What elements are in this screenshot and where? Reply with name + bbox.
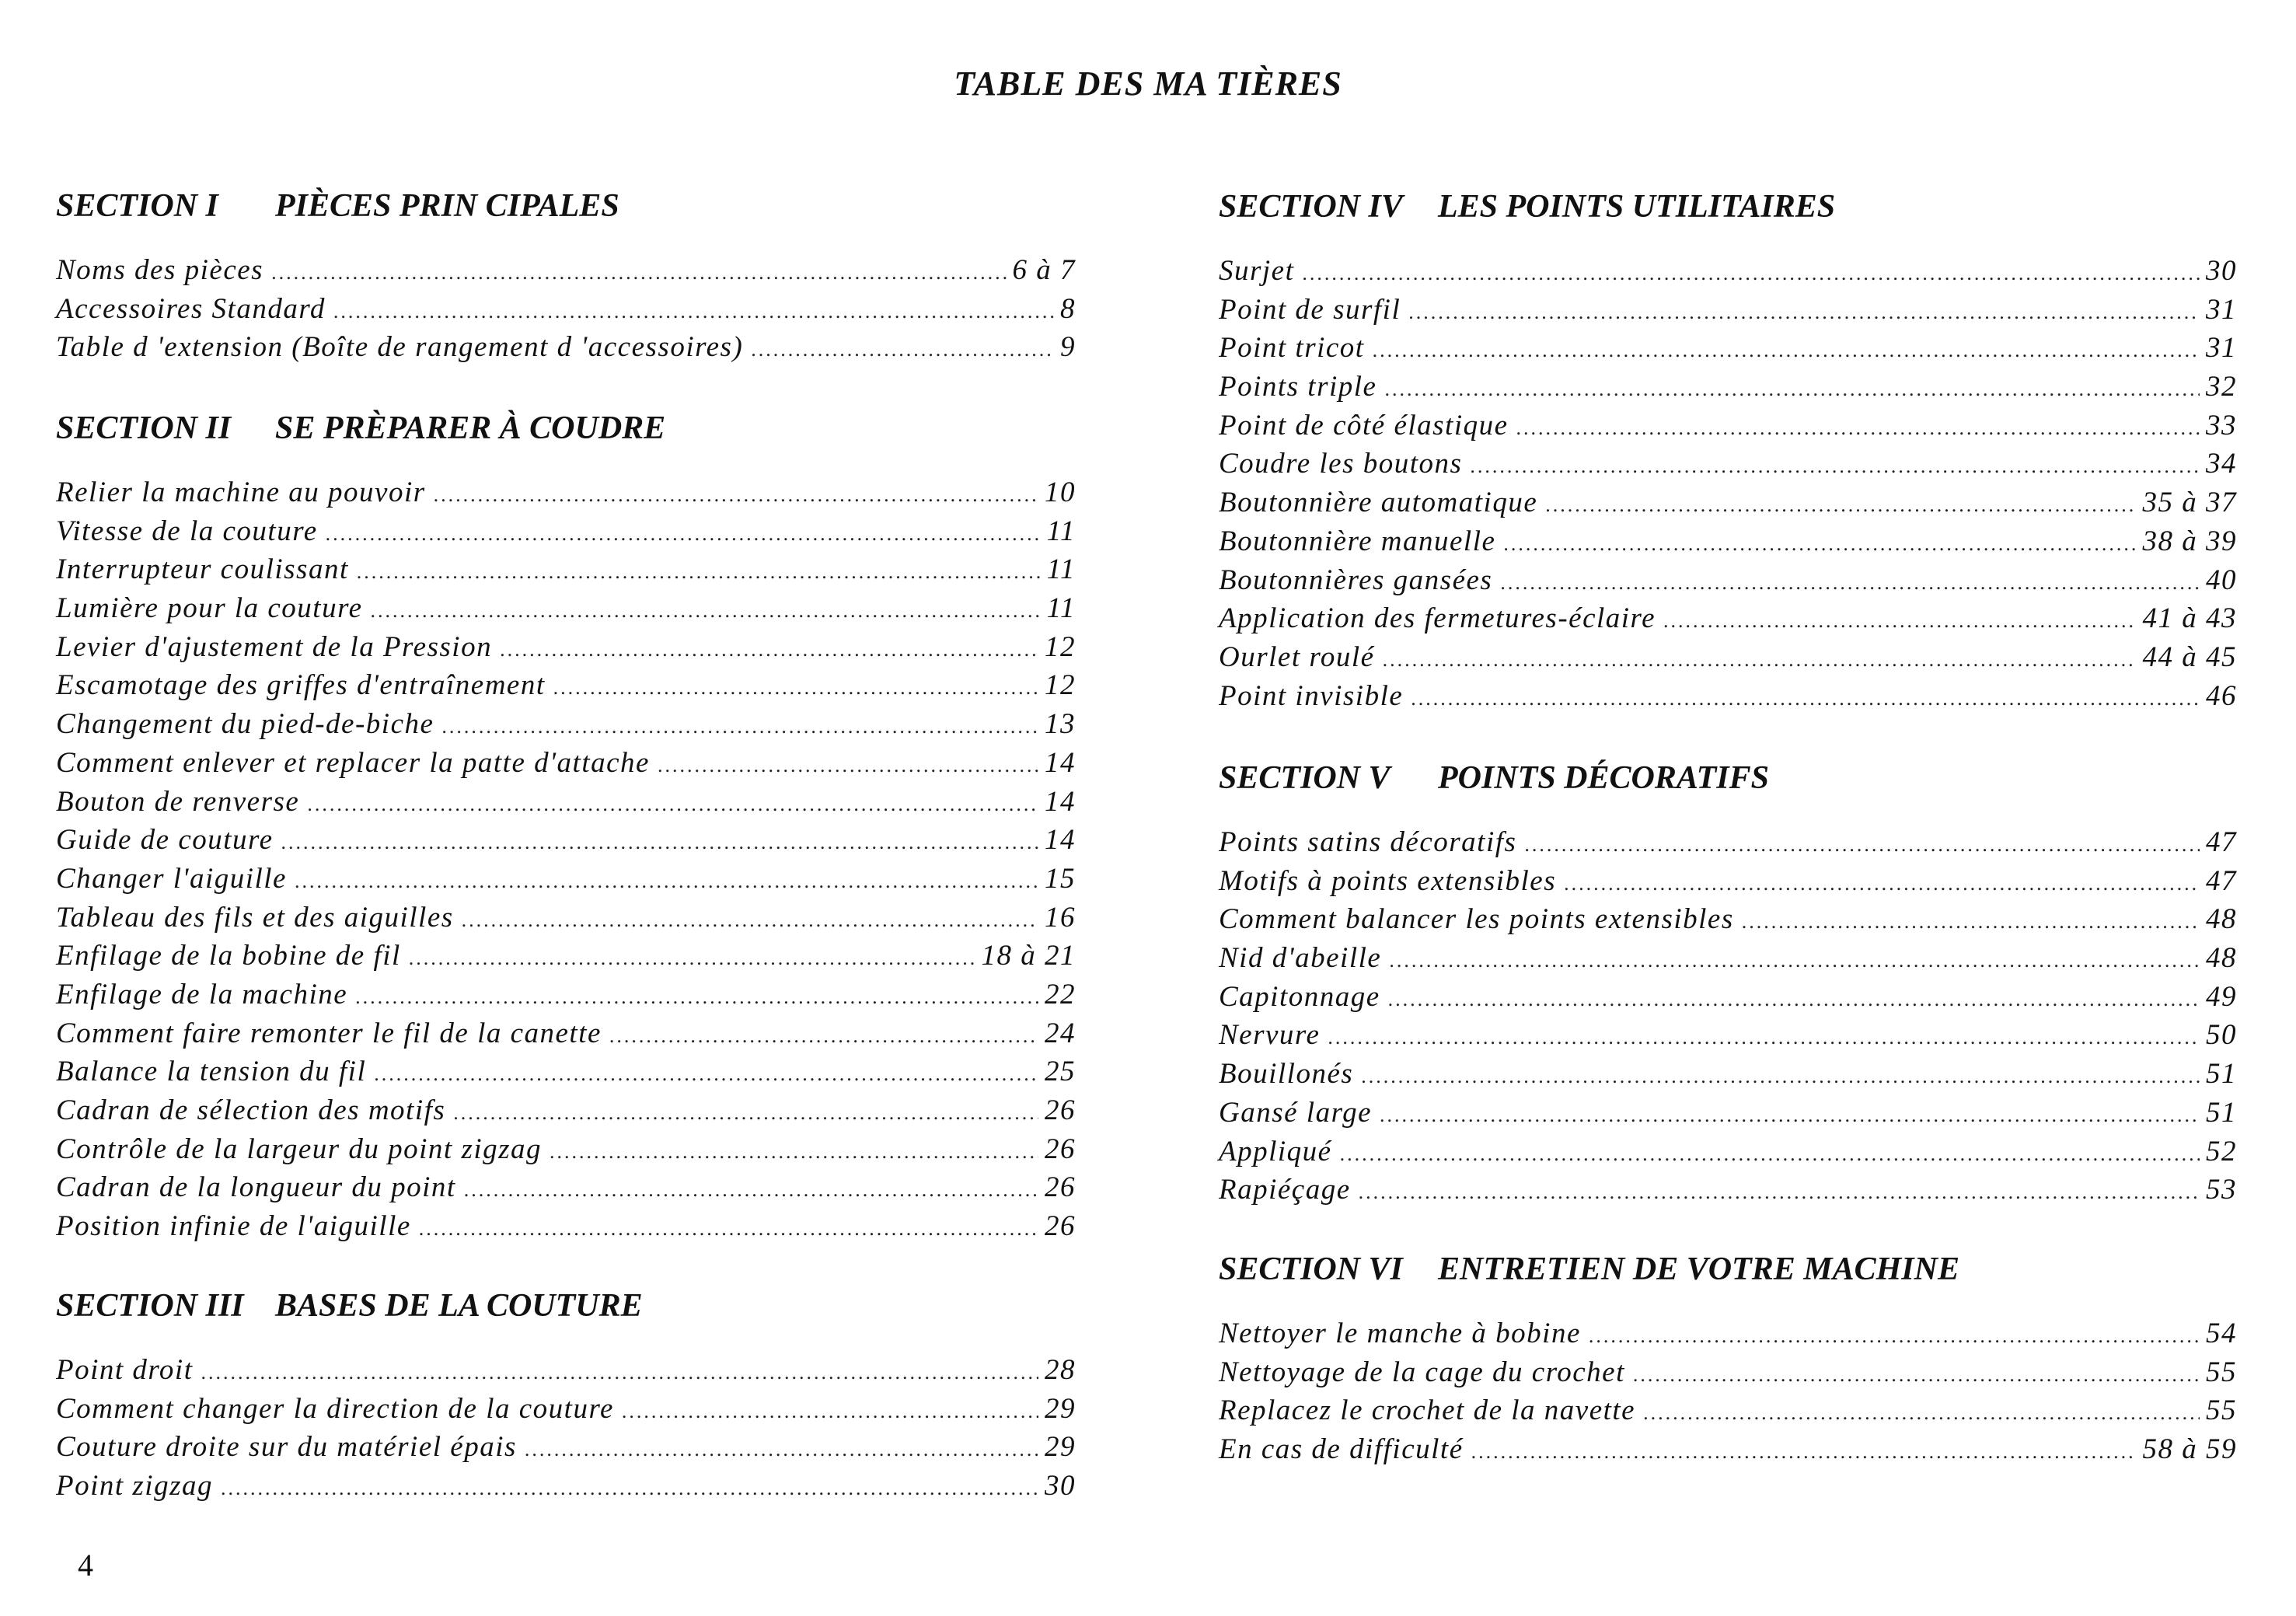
toc-entry-label: Contrôle de la largeur du point zigzag (56, 1133, 543, 1165)
toc-entry (1219, 561, 2237, 600)
dot-leader (1470, 447, 2200, 486)
dot-leader (462, 901, 1038, 940)
toc-entry (1219, 522, 2237, 561)
dot-leader (371, 592, 1041, 630)
toc-entry (56, 290, 1076, 329)
section-heading (1219, 1246, 2237, 1293)
toc-entry-page: 47 (2206, 826, 2237, 858)
page-number: 4 (78, 1548, 93, 1583)
dot-leader (1340, 1135, 2200, 1174)
dot-leader (1471, 1433, 2137, 1471)
toc-entry-page: 6 à 7 (1012, 254, 1076, 286)
toc-entry-label: Nettoyer le manche à bobine (1219, 1318, 1581, 1349)
dot-leader (1500, 564, 2200, 602)
toc-entry-label: Points triple (1219, 371, 1377, 403)
toc-entry-label: Replacez le crochet de la navette (1219, 1394, 1636, 1427)
dot-leader (1545, 486, 2136, 525)
toc-entry-page: 14 (1045, 746, 1076, 779)
toc-entry-label: Application des fermetures-éclaire (1219, 602, 1656, 635)
toc-entry (1219, 1133, 2237, 1171)
toc-entry-label: Levier d'ajustement de la Pression (56, 630, 493, 663)
dot-leader (1524, 825, 2200, 864)
toc-entry-label: Relier la machine au pouvoir (56, 476, 426, 508)
dot-leader (550, 1133, 1038, 1171)
toc-entry-page: 50 (2206, 1019, 2237, 1052)
dot-leader (434, 476, 1038, 515)
toc-entry-page: 34 (2206, 448, 2237, 480)
section-heading (1219, 183, 2237, 230)
toc-entry (1219, 1391, 2237, 1430)
toc-entry-page: 55 (2206, 1356, 2237, 1388)
toc-entry (56, 1091, 1076, 1130)
toc-entry-page: 11 (1046, 592, 1076, 625)
section-heading (1219, 755, 2237, 801)
toc-entry (1219, 445, 2237, 483)
dot-leader (326, 515, 1041, 553)
dot-leader (1328, 1018, 2200, 1057)
toc-entry-label: Accessoires Standard (56, 292, 326, 325)
toc-entry-page: 24 (1045, 1017, 1076, 1049)
section-number: SECTION I (56, 188, 218, 224)
dot-leader (441, 707, 1038, 746)
dot-leader (1643, 1394, 2200, 1433)
toc-entry (56, 937, 1076, 976)
toc-entry-page: 35 à 37 (2142, 487, 2237, 519)
toc-entry (1219, 823, 2237, 862)
section-1 (56, 183, 1076, 367)
toc-entry-label: Points satins décoratifs (1219, 826, 1517, 858)
toc-entry-label: Comment faire remonter le fil de la canette (56, 1017, 602, 1049)
dot-leader (1633, 1356, 2200, 1394)
toc-entry-page: 14 (1045, 824, 1076, 857)
section-heading (56, 1283, 1076, 1329)
section-name: POINTS DÉCORATIFS (1438, 760, 1769, 796)
toc-entry-page: 30 (2206, 255, 2237, 287)
toc-entry (56, 705, 1076, 744)
dot-leader (307, 785, 1038, 824)
dot-leader (1663, 602, 2136, 640)
section-number: SECTION IV (1219, 189, 1403, 225)
toc-entry-label: Enfilage de la bobine de fil (56, 940, 401, 972)
toc-entry-label: Gansé large (1219, 1096, 1373, 1129)
section-4 (1219, 183, 2237, 715)
toc-entry-page: 31 (2206, 293, 2237, 326)
section-heading (56, 405, 1076, 452)
toc-entry-label: Comment enlever et replacer la patte d'attache (56, 746, 650, 779)
dot-leader (1411, 679, 2200, 718)
section-number: SECTION II (56, 410, 232, 446)
dot-leader (453, 1094, 1038, 1133)
dot-leader (1302, 254, 2200, 293)
toc-entry (1219, 368, 2237, 407)
toc-entry (56, 589, 1076, 628)
toc-entry (56, 666, 1076, 705)
dot-leader (1516, 409, 2200, 448)
toc-entry-label: Position infinie de l'aiguille (56, 1210, 411, 1243)
toc-entry-page: 30 (1045, 1470, 1076, 1503)
toc-entry (1219, 939, 2237, 978)
dot-leader (355, 978, 1038, 1017)
toc-entry (1219, 252, 2237, 291)
toc-entry (1219, 329, 2237, 368)
toc-entry-page: 48 (2206, 942, 2237, 975)
toc-entry-label: Bouillonés (1219, 1058, 1354, 1091)
toc-entry-label: Nettoyage de la cage du crochet (1219, 1356, 1625, 1388)
toc-entry-label: Coudre les boutons (1219, 448, 1463, 480)
toc-entry (56, 550, 1076, 589)
toc-entry (1219, 483, 2237, 522)
toc-entry-label: Enfilage de la machine (56, 978, 348, 1010)
toc-entry-page: 28 (1045, 1354, 1076, 1386)
toc-entry-label: Boutonnières gansées (1219, 564, 1493, 596)
toc-entry-list (1219, 1314, 2237, 1469)
toc-entry-label: Ourlet roulé (1219, 640, 1375, 673)
toc-entry (56, 1207, 1076, 1246)
dot-leader (1589, 1317, 2200, 1356)
dot-leader (281, 823, 1039, 862)
toc-entry (1219, 1016, 2237, 1055)
section-5 (1219, 755, 2237, 1209)
toc-entry-label: Changement du pied-de-biche (56, 708, 434, 741)
dot-leader (1564, 864, 2200, 903)
section-2 (56, 405, 1076, 1246)
toc-entry-page: 38 à 39 (2142, 525, 2237, 557)
section-name: PIÈCES PRIN CIPALES (275, 188, 619, 224)
dot-leader (374, 1055, 1038, 1094)
toc-entry (56, 1467, 1076, 1506)
toc-entry-label: Point tricot (1219, 332, 1365, 365)
toc-entry (56, 1390, 1076, 1429)
toc-entry-label: Vitesse de la couture (56, 515, 318, 547)
toc-entry-page: 51 (2206, 1096, 2237, 1129)
toc-entry (56, 473, 1076, 512)
toc-entry-page: 32 (2206, 371, 2237, 403)
toc-entry-page: 18 à 21 (981, 940, 1076, 972)
section-heading (56, 183, 1076, 229)
section-6 (1219, 1246, 2237, 1469)
toc-entry-page: 14 (1045, 785, 1076, 818)
toc-entry (56, 1351, 1076, 1390)
toc-entry-label: Point de côté élastique (1219, 409, 1509, 442)
toc-entry-page: 12 (1045, 669, 1076, 702)
toc-entry (1219, 1314, 2237, 1353)
dot-leader (419, 1209, 1038, 1248)
toc-entry (56, 821, 1076, 860)
toc-entry (1219, 677, 2237, 716)
toc-entry-label: Boutonnière automatique (1219, 487, 1538, 519)
toc-entry (1219, 638, 2237, 677)
toc-entry-label: Couture droite sur du matériel épais (56, 1431, 517, 1464)
dot-leader (271, 253, 1006, 292)
toc-entry-page: 58 à 59 (2142, 1433, 2237, 1466)
toc-entry-page: 16 (1045, 901, 1076, 934)
toc-entry-label: En cas de difficulté (1219, 1433, 1464, 1466)
section-name: BASES DE LA COUTURE (275, 1288, 643, 1324)
toc-entry (56, 744, 1076, 783)
toc-entry-page: 11 (1046, 515, 1076, 547)
toc-entry-page: 26 (1045, 1210, 1076, 1243)
toc-entry (1219, 978, 2237, 1017)
section-name: SE PRÈPARER À COUDRE (275, 410, 666, 446)
toc-entry-page: 26 (1045, 1133, 1076, 1165)
toc-entry-page: 52 (2206, 1135, 2237, 1167)
dot-leader (1388, 980, 2200, 1019)
toc-entry-page: 49 (2206, 980, 2237, 1013)
toc-entry-page: 13 (1045, 708, 1076, 741)
section-name: LES POINTS UTILITAIRES (1438, 189, 1836, 225)
dot-leader (1359, 1173, 2200, 1212)
toc-entry-page: 44 à 45 (2142, 640, 2237, 673)
section-3 (56, 1283, 1076, 1506)
toc-entry-page: 41 à 43 (2142, 602, 2237, 635)
toc-entry-list (1219, 252, 2237, 715)
toc-entry (56, 783, 1076, 822)
dot-leader (658, 746, 1038, 785)
toc-entry (1219, 599, 2237, 638)
toc-entry (1219, 291, 2237, 330)
dot-leader (751, 330, 1054, 369)
dot-leader (1503, 525, 2136, 564)
toc-entry-page: 40 (2206, 564, 2237, 596)
toc-entry (1219, 1171, 2237, 1209)
toc-entry-page: 12 (1045, 630, 1076, 663)
toc-entry-page: 29 (1045, 1431, 1076, 1464)
toc-entry-list (56, 473, 1076, 1246)
toc-entry-label: Capitonnage (1219, 980, 1380, 1013)
dot-leader (1361, 1057, 2200, 1096)
toc-entry (56, 1052, 1076, 1091)
toc-entry-label: Cadran de la longueur du point (56, 1171, 456, 1204)
toc-entry-label: Balance la tension du fil (56, 1056, 367, 1088)
toc-entry-page: 33 (2206, 409, 2237, 442)
dot-leader (295, 862, 1038, 901)
toc-entry-label: Interrupteur coulissant (56, 553, 349, 586)
toc-entry-page: 53 (2206, 1174, 2237, 1206)
toc-entry-label: Escamotage des griffes d'entraînement (56, 669, 546, 702)
toc-entry (56, 251, 1076, 290)
section-name: ENTRETIEN DE VOTRE MACHINE (1438, 1251, 1959, 1287)
toc-entry-page: 46 (2206, 679, 2237, 712)
toc-entry-label: Point zigzag (56, 1470, 213, 1503)
toc-entry-label: Bouton de renverse (56, 785, 300, 818)
toc-entry (56, 860, 1076, 899)
dot-leader (553, 668, 1038, 707)
dot-leader (1373, 331, 2200, 370)
dot-leader (357, 553, 1041, 592)
toc-entry-label: Tableau des fils et des aiguilles (56, 901, 454, 934)
toc-entry (1219, 900, 2237, 939)
toc-entry-page: 55 (2206, 1394, 2237, 1427)
toc-entry-label: Nid d'abeille (1219, 942, 1382, 975)
toc-entry-label: Point invisible (1219, 679, 1404, 712)
dot-leader (1389, 941, 2200, 980)
toc-entry-label: Table d 'extension (Boîte de rangement d 'accessoires) (56, 331, 744, 364)
toc-entry (56, 1428, 1076, 1467)
toc-entry-label: Noms des pièces (56, 254, 264, 286)
toc-entry-page: 48 (2206, 903, 2237, 936)
toc-entry-label: Nervure (1219, 1019, 1321, 1052)
toc-entry-label: Motifs à points extensibles (1219, 864, 1557, 897)
toc-entry (56, 899, 1076, 937)
toc-entry-page: 11 (1046, 553, 1076, 586)
toc-entry-page: 54 (2206, 1318, 2237, 1349)
dot-leader (525, 1430, 1038, 1469)
page-title: TABLE DES MA TIÈRES (954, 65, 1342, 103)
section-number: SECTION VI (1219, 1251, 1403, 1287)
toc-entry-label: Changer l'aiguille (56, 862, 287, 895)
toc-entry (56, 1168, 1076, 1207)
toc-entry-page: 47 (2206, 864, 2237, 897)
dot-leader (464, 1171, 1038, 1209)
section-number: SECTION III (56, 1288, 244, 1324)
dot-leader (1380, 1096, 2200, 1135)
toc-entry-label: Comment balancer les points extensibles (1219, 903, 1734, 936)
toc-entry-label: Comment changer la direction de la couture (56, 1392, 614, 1425)
dot-leader (1384, 370, 2200, 409)
toc-entry-label: Guide de couture (56, 824, 274, 857)
dot-leader (333, 292, 1054, 331)
toc-entry-page: 15 (1045, 862, 1076, 895)
toc-entry (56, 1014, 1076, 1053)
dot-leader (409, 939, 975, 978)
toc-entry (1219, 1430, 2237, 1469)
toc-entry (56, 512, 1076, 551)
dot-leader (1408, 293, 2200, 332)
toc-entry-label: Boutonnière manuelle (1219, 525, 1496, 557)
toc-entry-page: 25 (1045, 1056, 1076, 1088)
toc-entry-page: 29 (1045, 1392, 1076, 1425)
toc-entry-page: 31 (2206, 332, 2237, 365)
dot-leader (622, 1392, 1038, 1431)
toc-entry (1219, 1094, 2237, 1133)
toc-entry (1219, 1055, 2237, 1094)
section-number: SECTION V (1219, 760, 1391, 796)
toc-entry-label: Lumière pour la couture (56, 592, 363, 625)
toc-entry (1219, 407, 2237, 445)
toc-entry (56, 976, 1076, 1014)
toc-entry (56, 628, 1076, 667)
toc-entry (56, 328, 1076, 367)
toc-entry-label: Rapiéçage (1219, 1174, 1351, 1206)
toc-entry-list (56, 251, 1076, 367)
dot-leader (609, 1017, 1038, 1056)
toc-entry-page: 8 (1060, 292, 1076, 325)
dot-leader (1383, 640, 2137, 679)
dot-leader (1742, 902, 2200, 941)
toc-entry-page: 51 (2206, 1058, 2237, 1091)
toc-entry-label: Cadran de sélection des motifs (56, 1094, 446, 1126)
toc-entry (1219, 862, 2237, 901)
dot-leader (201, 1353, 1039, 1392)
toc-entry-label: Surjet (1219, 255, 1295, 287)
dot-leader (500, 630, 1038, 669)
toc-entry-page: 9 (1060, 331, 1076, 364)
toc-entry-list (56, 1351, 1076, 1506)
toc-entry-label: Appliqué (1219, 1135, 1332, 1167)
toc-entry-page: 26 (1045, 1094, 1076, 1126)
toc-entry (56, 1130, 1076, 1169)
toc-entry (1219, 1353, 2237, 1392)
toc-entry-label: Point droit (56, 1354, 194, 1386)
toc-entry-page: 10 (1045, 476, 1076, 508)
toc-entry-label: Point de surfil (1219, 293, 1401, 326)
toc-entry-page: 22 (1045, 978, 1076, 1010)
toc-entry-list (1219, 823, 2237, 1209)
dot-leader (221, 1469, 1038, 1508)
toc-entry-page: 26 (1045, 1171, 1076, 1204)
